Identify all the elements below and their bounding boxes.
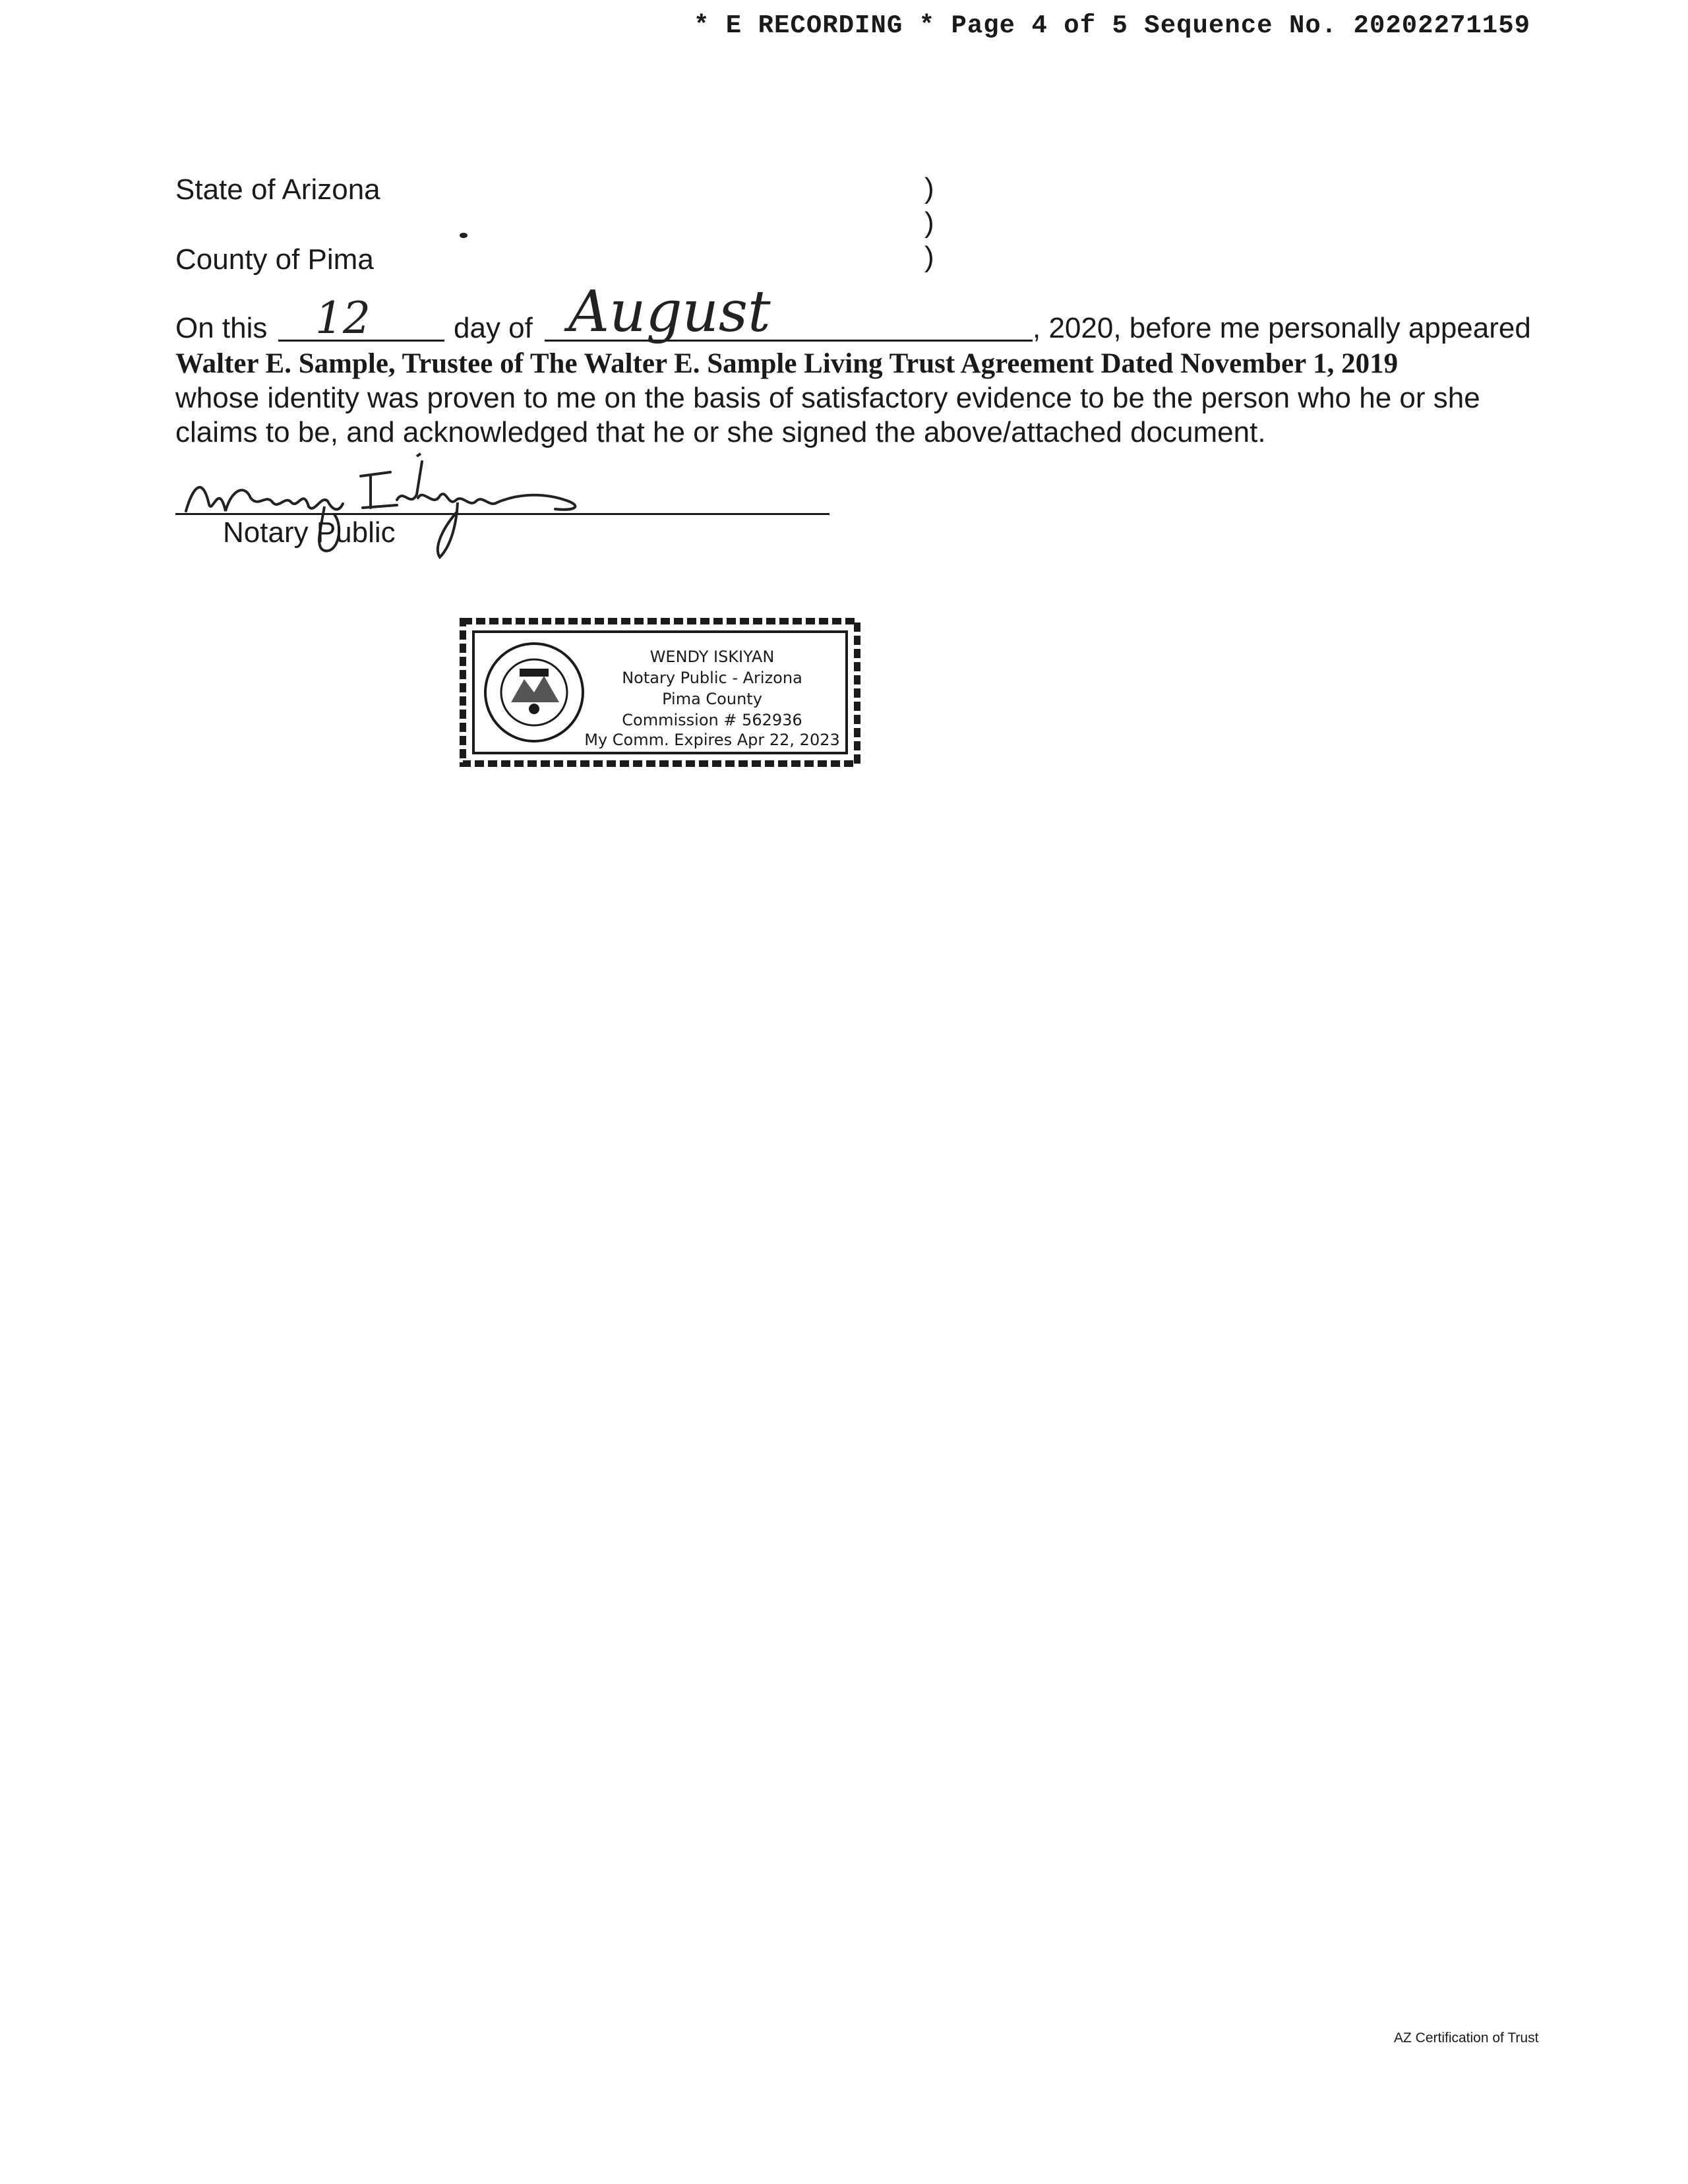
stamp-expiration: My Comm. Expires Apr 22, 2023 [584,731,840,749]
acknowledgment-line-3: whose identity was proven to me on the basis of satisfactory evidence to be the person who he or she [175,382,1480,414]
venue-paren: ) [924,172,934,204]
notary-signature [173,448,713,580]
stamp-notary-title: Notary Public - Arizona [622,669,802,687]
venue-paren: ) [924,206,934,239]
venue-paren: ) [924,241,934,273]
recording-header: * E RECORDING * Page 4 of 5 Sequence No. 20202271159 [694,11,1530,40]
acknowledgment-line-4: claims to be, and acknowledged that he or she signed the above/attached document. [175,416,1266,448]
notary-public-label: Notary Public [223,516,396,549]
venue-county: County of Pima [175,243,374,276]
appearing-party: Walter E. Sample, Trustee of The Walter E. Sample Living Trust Agreement Dated November 1, 2019 [175,348,1399,379]
arizona-seal-icon [481,640,587,745]
notary-stamp [458,616,862,769]
scan-speck [460,233,467,238]
on-this-label: On this [175,312,268,344]
stamp-notary-name: WENDY ISKIYAN [649,648,775,666]
handwritten-day: 12 [315,293,371,344]
day-of-label: day of [454,312,533,344]
stamp-commission: Commission # 562936 [622,711,802,729]
venue-state: State of Arizona [175,173,380,206]
stamp-county: Pima County [662,690,762,708]
year-text: , 2020, before me personally appeared [1033,312,1531,344]
footer-document-label: AZ Certification of Trust [1394,2030,1539,2046]
handwritten-month: August [568,279,771,345]
